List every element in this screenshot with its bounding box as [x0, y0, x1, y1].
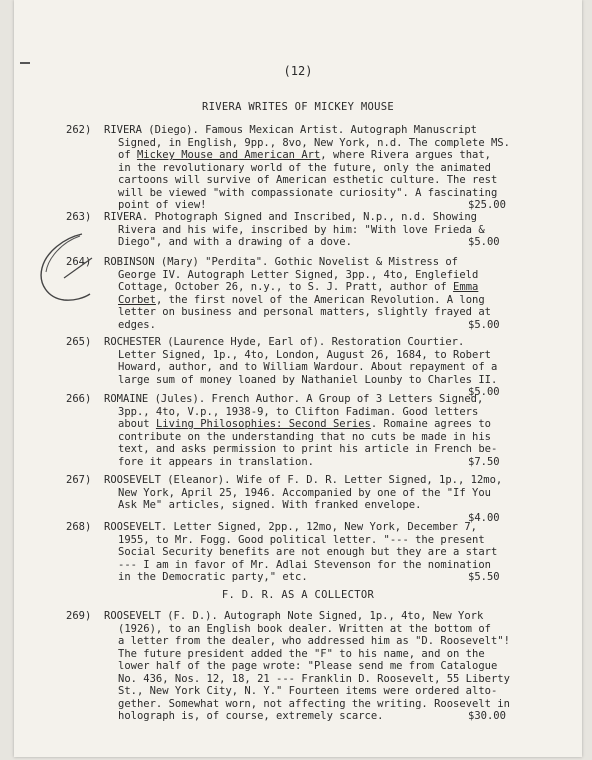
document-page: [14, 0, 582, 757]
entry-text: ROOSEVELT (F. D.). Autograph Note Signed, 1p., 4to, New York: [104, 610, 484, 622]
entry-text: letter on business and personal matters, slightly frayed at: [118, 306, 491, 318]
entry-text: ROOSEVELT (Eleanor). Wife of F. D. R. Letter Signed, 1p., 12mo,: [104, 474, 503, 486]
entry-line: [118, 137, 510, 149]
entry-text: 1955, to Mr. Fogg. Good political letter. "--- the present: [118, 533, 485, 546]
entry-line: [118, 571, 308, 583]
entry-text: . Romaine agrees to: [370, 418, 491, 430]
entry-text: ROBINSON (Mary) "Perdita". Gothic Novelist & Mistress of: [104, 256, 459, 268]
entry-number: 267): [66, 474, 92, 486]
entry-text: The future president added the "F" to his name, and on the: [118, 647, 485, 660]
entry-price: $25.00: [468, 199, 506, 211]
entry-price: $30.00: [468, 710, 506, 722]
entry-text: Signed, in English, 9pp., 8vo, New York, n.d. The complete MS.: [118, 136, 510, 149]
entry-line: [118, 635, 510, 647]
entry-line: [118, 456, 314, 468]
entry-line: [118, 199, 207, 211]
entry-text: gether. Somewhat worn, not affecting the writing. Roosevelt in: [118, 697, 510, 710]
entry-line: [104, 393, 483, 405]
entry-price: $5.00: [468, 318, 500, 331]
entry-text: No. 436, Nos. 12, 18, 21 --- Franklin D. Roosevelt, 55 Liberty: [118, 672, 510, 685]
entry-text: Howard, author, and to William Wardour. About repayment of a: [118, 361, 498, 373]
entry-number: 265): [66, 336, 92, 348]
entry-line: [118, 685, 497, 697]
entry-line: [118, 349, 491, 361]
entry-text: RIVERA (Diego). Famous Mexican Artist. Autograph Manuscript: [104, 124, 477, 136]
entry-line: [118, 487, 491, 499]
entry-number: 262): [66, 124, 92, 136]
entry-line: [118, 174, 497, 186]
entry-number: 266): [66, 393, 92, 405]
entry-text: fore it appears in translation.: [118, 455, 314, 468]
page-number: (12): [283, 64, 313, 78]
entry-line: [104, 211, 477, 223]
entry-line: [104, 336, 464, 348]
entry-text: in the revolutionary world of the future, only the animated: [118, 161, 491, 174]
entry-text: a letter from the dealer, who addressed him as "D. Roosevelt"!: [118, 635, 510, 647]
entry-text: Rivera and his wife, inscribed by him: "With love Frieda &: [118, 223, 485, 236]
entry-line: [118, 623, 491, 635]
entry-text: (1926), to an English book dealer. Written at the bottom of: [118, 622, 491, 635]
entry-text: lower half of the page wrote: "Please send me from Catalogue: [118, 660, 498, 672]
entry-line: [118, 374, 497, 386]
entry-text: contribute on the understanding that no cuts be made in his: [118, 430, 491, 443]
entry-line: [118, 418, 491, 430]
entry-price: $5.00: [468, 386, 500, 398]
entry-text: will be viewed "with compassionate curiosity". A fascinating: [118, 186, 498, 199]
entry-line: [118, 224, 485, 236]
pencil-circle-mark: [34, 228, 94, 308]
entry-text: New York, April 25, 1946. Accompanied by one of the "If You: [118, 486, 491, 499]
entry-text: large sum of money loaned by Nathaniel Lounby to Charles II.: [118, 373, 498, 386]
entry-line: [104, 474, 502, 486]
entry-line: [118, 149, 491, 161]
entry-line: [118, 294, 485, 306]
entry-number: 264): [66, 256, 92, 268]
entry-line: [118, 431, 491, 443]
entry-line: [118, 648, 485, 660]
entry-text: Ask Me" articles, signed. With franked envelope.: [118, 499, 422, 511]
entry-text: St., New York City, N. Y." Fourteen items were ordered alto-: [118, 685, 498, 697]
entry-line: [118, 187, 497, 199]
entry-line: [118, 361, 497, 373]
underlined-title: Corbet: [118, 293, 156, 306]
entry-line: [118, 710, 384, 722]
underlined-title: Emma: [453, 281, 479, 293]
underlined-title: Living Philosophies: Second Series: [155, 418, 371, 430]
entry-line: [118, 698, 510, 710]
entry-text: , where Rivera argues that,: [320, 149, 491, 161]
entry-number: 269): [66, 610, 92, 622]
entry-line: [118, 236, 352, 248]
entry-line: [118, 534, 485, 546]
entry-text: about: [118, 418, 156, 430]
entry-line: [118, 673, 510, 685]
entry-line: [104, 256, 458, 268]
entry-text: holograph is, of course, extremely scarce.: [118, 710, 384, 722]
section-heading-fdr: F. D. R. AS A COLLECTOR: [221, 589, 375, 601]
entry-text: text, and asks permission to print his article in French be-: [118, 443, 498, 455]
section-heading-rivera: RIVERA WRITES OF MICKEY MOUSE: [201, 101, 395, 113]
entry-text: Diego", and with a drawing of a dove.: [118, 236, 352, 248]
entry-text: --- I am in favor of Mr. Adlai Stevenson for the nomination: [118, 558, 491, 571]
entry-text: in the Democratic party," etc.: [118, 571, 308, 583]
entry-text: ROOSEVELT. Letter Signed, 2pp., 12mo, New York, December 7,: [104, 521, 477, 533]
entry-line: [118, 319, 156, 331]
entry-text: Social Security benefits are not enough but they are a start: [118, 546, 498, 558]
entry-line: [104, 521, 477, 533]
entry-text: ROMAINE (Jules). French Author. A Group of 3 Letters Signed,: [104, 393, 484, 405]
entry-line: [118, 546, 497, 558]
entry-line: [118, 660, 497, 672]
entry-price: $5.50: [468, 571, 500, 583]
entry-line: [118, 499, 421, 511]
entry-line: [104, 124, 477, 136]
entry-price: $4.00: [468, 511, 500, 524]
entry-text: 3pp., 4to, V.p., 1938-9, to Clifton Fadiman. Good letters: [118, 405, 479, 418]
entry-line: [118, 269, 478, 281]
entry-text: point of view!: [118, 199, 207, 211]
underlined-title: Mickey Mouse and American Art: [136, 149, 321, 161]
entry-number: 263): [66, 211, 92, 223]
entry-line: [118, 281, 478, 293]
entry-price: $7.50: [468, 455, 500, 468]
entry-line: [118, 443, 497, 455]
entry-line: [118, 559, 491, 571]
entry-text: ROCHESTER (Laurence Hyde, Earl of). Restoration Courtier.: [104, 336, 465, 348]
entry-text: RIVERA. Photograph Signed and Inscribed, N.p., n.d. Showing: [104, 211, 477, 223]
entry-text: edges.: [118, 318, 156, 331]
entry-number: 268): [66, 521, 92, 533]
entry-line: [118, 406, 478, 418]
entry-text: , the first novel of the American Revolution. A long: [155, 293, 485, 306]
entry-line: [118, 306, 491, 318]
entry-text: Letter Signed, 1p., 4to, London, August 26, 1684, to Robert: [118, 348, 491, 361]
entry-price: $5.00: [468, 236, 500, 248]
entry-text: of: [118, 149, 137, 161]
entry-line: [118, 162, 491, 174]
entry-text: George IV. Autograph Letter Signed, 3pp., 4to, Englefield: [118, 268, 479, 281]
entry-text: Cottage, October 26, n.y., to S. J. Pratt, author of: [118, 281, 454, 293]
entry-text: cartoons will survive of American esthetic culture. The rest: [118, 174, 498, 186]
entry-line: [104, 610, 483, 622]
